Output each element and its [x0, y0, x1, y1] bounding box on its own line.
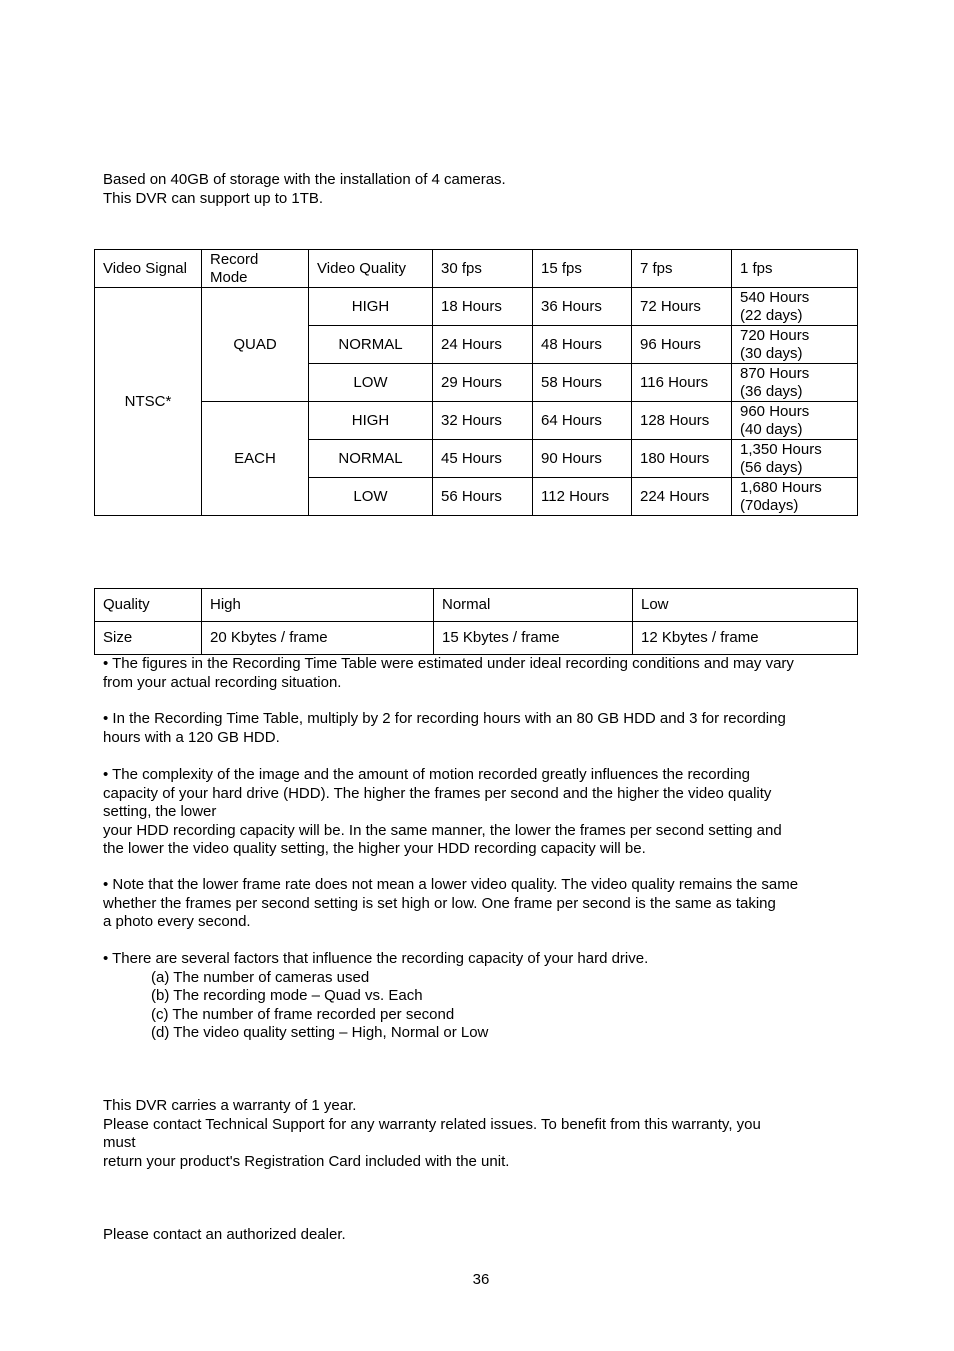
header-7fps: 7 fps — [632, 250, 732, 288]
cell-7fps: 180 Hours — [632, 440, 732, 478]
table-cell: 15 Kbytes / frame — [434, 622, 633, 655]
cell-1fps: 1,350 Hours (56 days) — [732, 440, 858, 478]
table-header-row — [95, 250, 858, 288]
cell-7fps: 128 Hours — [632, 402, 732, 440]
table-cell: Normal — [434, 589, 633, 622]
frame-size-table — [94, 588, 858, 655]
record-mode-each: EACH — [202, 402, 309, 516]
cell-7fps: 116 Hours — [632, 364, 732, 402]
record-mode-quad: QUAD — [202, 288, 309, 402]
cell-15fps: 112 Hours — [533, 478, 632, 516]
header-video-signal: Video Signal — [95, 250, 202, 288]
table-cell: Quality — [95, 589, 202, 622]
table-cell: Low — [633, 589, 858, 622]
cell-1fps: 540 Hours (22 days) — [732, 288, 858, 326]
table-row — [95, 402, 858, 440]
cell-30fps: 18 Hours — [433, 288, 533, 326]
quality-cell: NORMAL — [309, 326, 433, 364]
page-number: 36 — [472, 1271, 490, 1288]
cell-15fps: 48 Hours — [533, 326, 632, 364]
table-row — [95, 589, 858, 622]
cell-30fps: 56 Hours — [433, 478, 533, 516]
table-cell: High — [202, 589, 434, 622]
intro-line-1: Based on 40GB of storage with the installation of 4 cameras. — [103, 171, 506, 188]
list-item: (d) The video quality setting – High, Normal or Low — [151, 1024, 489, 1041]
cell-1fps: 1,680 Hours (70days) — [732, 478, 858, 516]
cell-7fps: 96 Hours — [632, 326, 732, 364]
header-1fps: 1 fps — [732, 250, 858, 288]
video-signal-cell: NTSC* — [95, 288, 202, 516]
cell-30fps: 32 Hours — [433, 402, 533, 440]
header-30fps: 30 fps — [433, 250, 533, 288]
intro-line-2: This DVR can support up to 1TB. — [103, 190, 324, 207]
quality-cell: LOW — [309, 478, 433, 516]
cell-15fps: 58 Hours — [533, 364, 632, 402]
warranty-section: This DVR carries a warranty of 1 year. Please contact Technical Support for any warranty related issues. To benefit from this warranty, you must return your product's Registration Card included with the unit. — [103, 1097, 761, 1170]
cell-7fps: 224 Hours — [632, 478, 732, 516]
recording-time-table — [94, 249, 858, 516]
table-cell: 12 Kbytes / frame — [633, 622, 858, 655]
table-row — [95, 288, 858, 326]
cell-30fps: 45 Hours — [433, 440, 533, 478]
list-item: (a) The number of cameras used — [151, 968, 370, 986]
note-complexity: • The complexity of the image and the amount of motion recorded greatly influences the recording capacity of your hard drive (HDD). The higher the frames per second and the higher the video quality setting, the lower your HDD recording capacity will be. In the same manner, the lower the frames per second setting and the lower the video quality setting, the higher your HDD recording capacity will be. — [103, 766, 782, 857]
dealer-text: Please contact an authorized dealer. — [103, 1226, 346, 1243]
note-hdd-multiplier: • In the Recording Time Table, multiply by 2 for recording hours with an 80 GB HDD and 3 for recording hours with a 120 GB HDD. — [103, 710, 786, 746]
header-video-quality: Video Quality — [309, 250, 433, 288]
cell-1fps: 960 Hours (40 days) — [732, 402, 858, 440]
note-estimates: • The figures in the Recording Time Table were estimated under ideal recording conditions and may vary from your actual recording situation. — [103, 655, 794, 691]
header-15fps: 15 fps — [533, 250, 632, 288]
cell-1fps: 870 Hours (36 days) — [732, 364, 858, 402]
table-row — [95, 622, 858, 655]
list-item: (b) The recording mode – Quad vs. Each — [151, 987, 423, 1004]
cell-15fps: 64 Hours — [533, 402, 632, 440]
cell-15fps: 90 Hours — [533, 440, 632, 478]
cell-30fps: 29 Hours — [433, 364, 533, 402]
note-frame-rate: • Note that the lower frame rate does not mean a lower video quality. The video quality remains the same whether the frames per second setting is set high or low. One frame per second is the same as taking a photo every second. — [103, 876, 799, 930]
cell-15fps: 36 Hours — [533, 288, 632, 326]
quality-cell: HIGH — [309, 402, 433, 440]
cell-30fps: 24 Hours — [433, 326, 533, 364]
quality-cell: NORMAL — [309, 440, 433, 478]
table-cell: 20 Kbytes / frame — [202, 622, 434, 655]
quality-cell: LOW — [309, 364, 433, 402]
header-record-mode: Record Mode — [202, 250, 309, 288]
cell-7fps: 72 Hours — [632, 288, 732, 326]
list-item: (c) The number of frame recorded per second — [151, 1005, 455, 1023]
cell-1fps: 720 Hours (30 days) — [732, 326, 858, 364]
note-factors: • There are several factors that influence the recording capacity of your hard drive. (a) The number of cameras used (b) The recording mode – Quad vs. Each (c) The number of frame recorded per second (d) The video quality setting – High, Normal or Low — [103, 950, 863, 1043]
quality-cell: HIGH — [309, 288, 433, 326]
table-cell: Size — [95, 622, 202, 655]
